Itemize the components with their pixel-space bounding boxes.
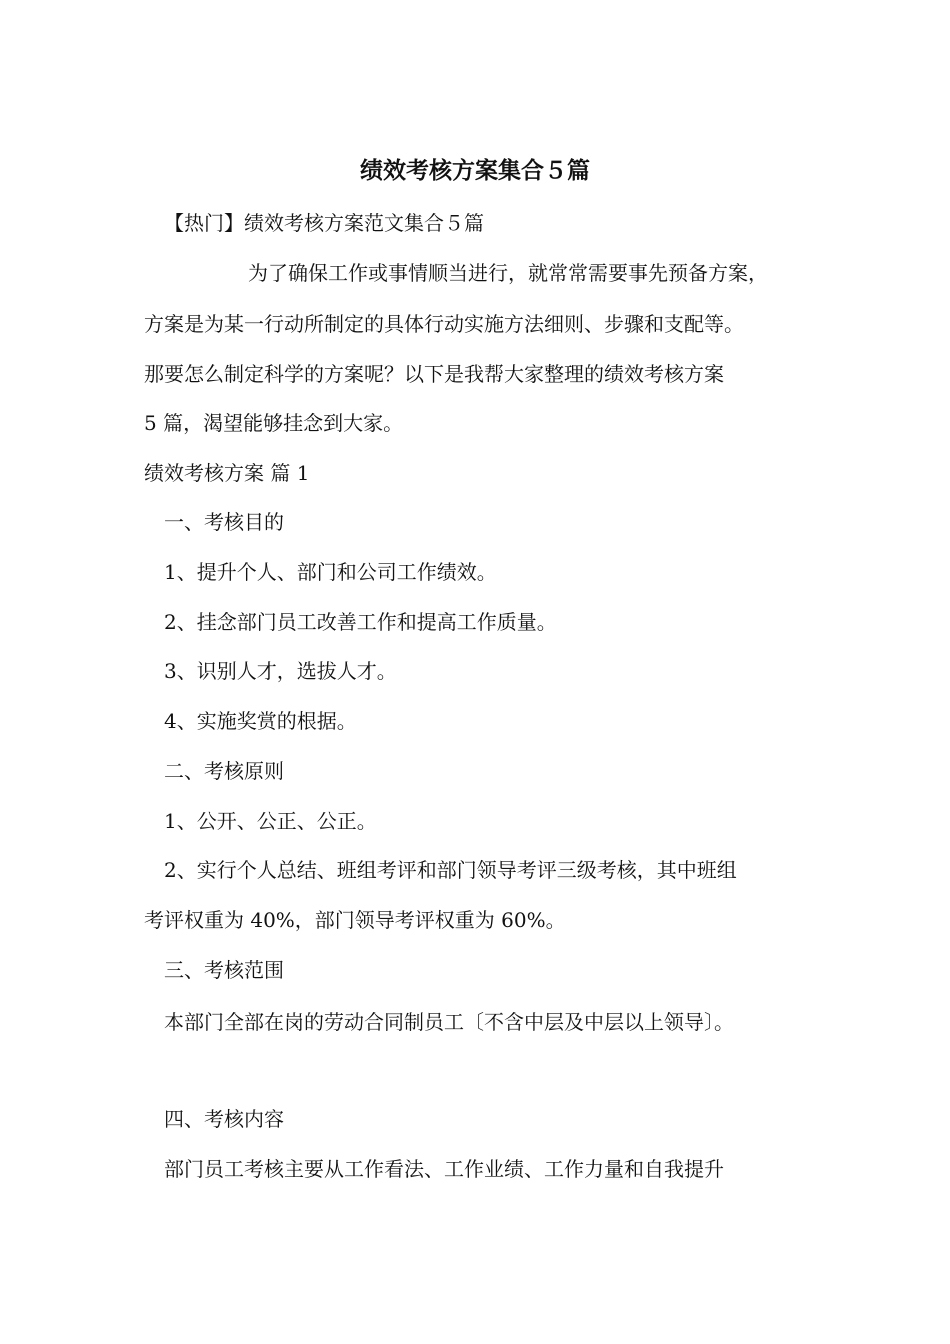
heading-scope: 三、考核范围: [164, 958, 284, 982]
paragraph: 1、公开、公正、公正。: [164, 809, 377, 833]
paragraph: 3、识别人才，选拔人才。: [164, 659, 397, 683]
paragraph: 本部门全部在岗的劳动合同制员工〔不含中层及中层以上领导〕。: [164, 1010, 734, 1034]
intro-line-1: 为了确保工作或事情顺当进行，就常常需要事先预备方案，: [248, 261, 768, 285]
paragraph: 4、实施奖赏的根据。: [164, 709, 357, 733]
paragraph: 部门员工考核主要从工作看法、工作业绩、工作力量和自我提升: [164, 1157, 724, 1181]
paragraph: 考评权重为 40%，部门领导考评权重为 60%。: [144, 908, 566, 932]
heading-content: 四、考核内容: [164, 1107, 284, 1131]
section-heading: 绩效考核方案 篇 1: [144, 461, 310, 485]
document-title: 绩效考核方案集合５篇: [360, 158, 590, 184]
paragraph: 2、实行个人总结、班组考评和部门领导考评三级考核，其中班组: [164, 858, 737, 882]
intro-line-2: 方案是为某一行动所制定的具体行动实施方法细则、步骤和支配等。: [144, 312, 744, 336]
document-subtitle: 【热门】绩效考核方案范文集合５篇: [164, 211, 484, 235]
paragraph: 1、提升个人、部门和公司工作绩效。: [164, 560, 497, 584]
intro-line-4: 5 篇，渴望能够挂念到大家。: [144, 411, 404, 435]
intro-line-3: 那要怎么制定科学的方案呢？以下是我帮大家整理的绩效考核方案: [144, 362, 724, 386]
heading-purpose: 一、考核目的: [164, 510, 284, 534]
paragraph: 2、挂念部门员工改善工作和提高工作质量。: [164, 610, 557, 634]
heading-principles: 二、考核原则: [164, 759, 284, 783]
